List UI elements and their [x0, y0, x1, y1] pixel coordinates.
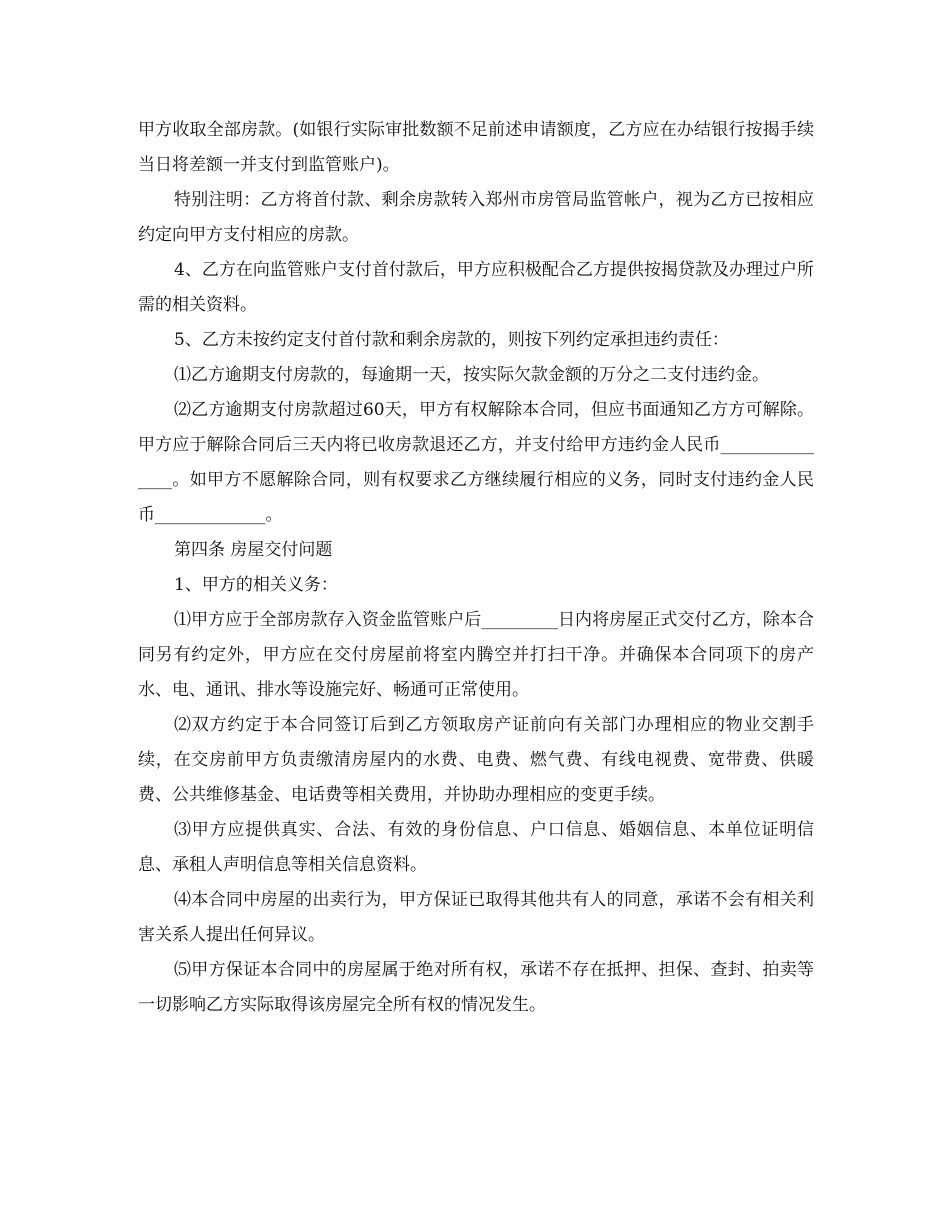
article-heading-4: 第四条 房屋交付问题 [174, 540, 333, 560]
paragraph-article-4-1: 1、甲方的相关义务： [174, 575, 338, 595]
paragraph-article-4-1-1: ⑴甲方应于全部房款存入资金监管账户后_________日内将房屋正式交付乙方，除本合同另有约定外，甲方应在交付房屋前将室内腾空并打扫干净。并确保本合同项下的房产水、电、通讯、排水等设施完好、畅通可正常使用。 [138, 610, 814, 700]
paragraph-item-4: 4、乙方在向监管账户支付首付款后，甲方应积极配合乙方提供按揭贷款及办理过户所需的相关资料。 [138, 260, 814, 315]
paragraph-article-4-1-2: ⑵双方约定于本合同签订后到乙方领取房产证前向有关部门办理相应的物业交割手续，在交房前甲方负责缴清房屋内的水费、电费、燃气费、有线电视费、宽带费、供暖费、公共维修基金、电话费等相关费用，并协助办理相应的变更手续。 [138, 715, 814, 805]
paragraph-article-4-1-3: ⑶甲方应提供真实、合法、有效的身份信息、户口信息、婚姻信息、本单位证明信息、承租人声明信息等相关信息资料。 [138, 820, 814, 875]
document-body [138, 113, 814, 1023]
paragraph-article-4-1-5: ⑸甲方保证本合同中的房屋属于绝对所有权，承诺不存在抵押、担保、查封、拍卖等一切影响乙方实际取得该房屋完全所有权的情况发生。 [138, 960, 814, 1015]
paragraph-item-5-2: ⑵乙方逾期支付房款超过60天，甲方有权解除本合同，但应书面通知乙方方可解除。甲方应于解除合同后三天内将已收房款退还乙方，并支付给甲方违约金人民币_______________。如甲方不愿解除合同，则有权要求乙方继续履行相应的义务，同时支付违约金人民币_____________。 [138, 400, 814, 525]
paragraph-continuation: 甲方收取全部房款。(如银行实际审批数额不足前述申请额度，乙方应在办结银行按揭手续当日将差额一并支付到监管账户)。 [138, 120, 814, 175]
paragraph-article-4-1-4: ⑷本合同中房屋的出卖行为，甲方保证已取得其他共有人的同意，承诺不会有相关利害关系人提出任何异议。 [138, 890, 814, 945]
paragraph-item-5-1: ⑴乙方逾期支付房款的，每逾期一天，按实际欠款金额的万分之二支付违约金。 [174, 365, 769, 385]
paragraph-special-note: 特别注明：乙方将首付款、剩余房款转入郑州市房管局监管帐户，视为乙方已按相应约定向甲方支付相应的房款。 [138, 190, 814, 245]
paragraph-item-5: 5、乙方未按约定支付首付款和剩余房款的，则按下列约定承担违约责任： [174, 330, 729, 350]
